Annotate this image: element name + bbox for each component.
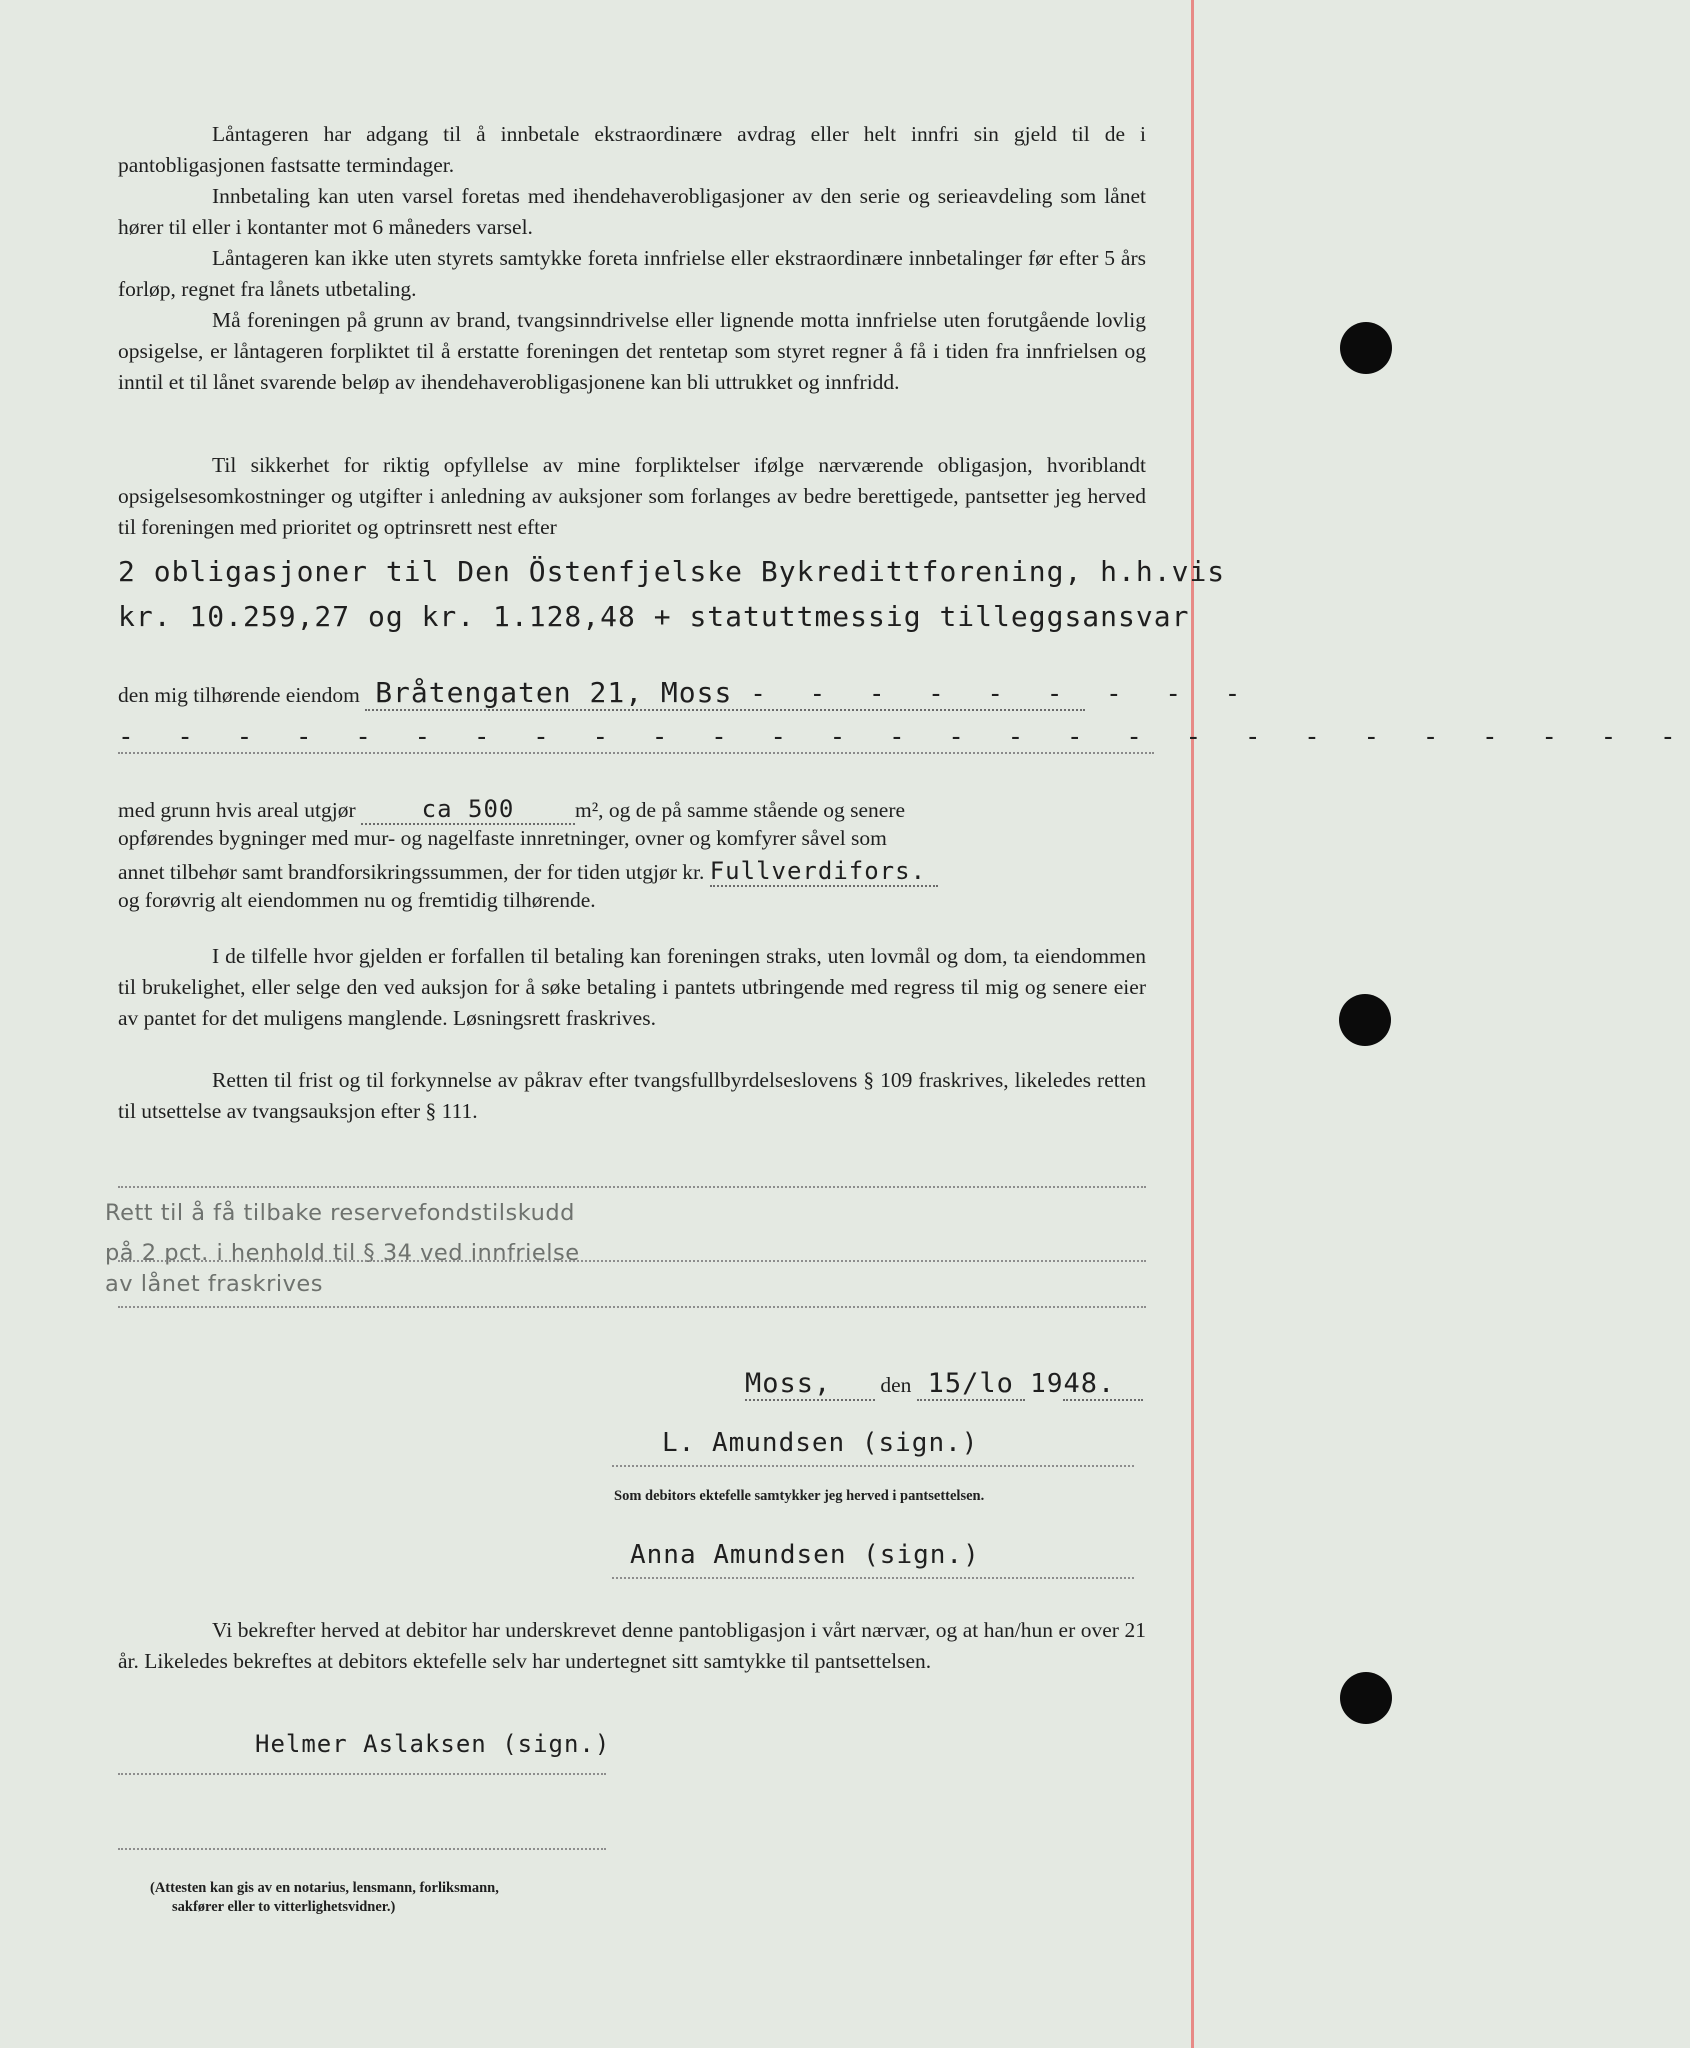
spouse-consent-text: Som debitors ektefelle samtykker jeg herved i pantsettelsen. (614, 1488, 985, 1504)
margin-rule (1191, 0, 1194, 2048)
punch-hole-middle (1339, 994, 1391, 1046)
paragraph-payment-notice-text: Innbetaling kan uten varsel foretas med ihendehaverobligasjoner av den serie og serieavdeling som lånet hører til eller i kontanter mot 6 måneders varsel. (118, 184, 1146, 239)
paragraph-prepayment-text: Låntageren har adgang til å innbetale ekstraordinære avdrag eller helt innfri sin gjeld til de i pantobligasjonen fastsatte termindager. (118, 122, 1146, 177)
paragraph-default (118, 941, 1146, 1034)
paragraph-consent-text: Låntageren kan ikke uten styrets samtykke foreta innfrielse eller ekstraordinære innbetalinger før efter 5 års forløp, regnet fra lånets utbetaling. (118, 246, 1146, 301)
paragraph-waiver (118, 1065, 1146, 1127)
typed-prior-line-2: kr. 10.259,27 og kr. 1.128,48 + statuttmessig tilleggsansvar (118, 600, 1190, 633)
insurance-field (710, 857, 938, 887)
area-line-2: opførendes bygninger med mur- og nagelfaste innretninger, ovner og komfyrer såvel som (118, 826, 887, 850)
paragraph-fire-clause-text: Må foreningen på grunn av brand, tvangsinndrivelse eller lignende motta innfrielse uten forutgående lovlig opsigelse, er låntageren forpliktet til å erstatte foreningen det rentetap som styret regner å få i tiden fra innfrielsen og inntil et til lånet svarende beløp av ihendehaverobligasjonene kan bli uttrukket og innfridd. (118, 308, 1146, 394)
paragraph-attestation (118, 1615, 1146, 1677)
witness-signature: Helmer Aslaksen (sign.) (255, 1730, 611, 1758)
property-value: Bråtengaten 21, Moss (375, 676, 733, 709)
paragraph-waiver-text: Retten til frist og til forkynnelse av påkrav efter tvangsfullbyrdelseslovens § 109 fraskrives, likeledes retten til utsettelse av tvangsauksjon efter § 111. (118, 1068, 1146, 1123)
stamp-line-2: på 2 pct. i henhold til § 34 ved innfrielse (105, 1240, 580, 1266)
paragraph-security (118, 450, 1146, 543)
punch-hole-top (1340, 322, 1392, 374)
stamp-line-3: av lånet fraskrives (105, 1271, 323, 1297)
property-dashes: - - - - - - - - - (750, 679, 1255, 709)
paragraph-attestation-text: Vi bekrefter herved at debitor har underskrevet denne pantobligasjon i vårt nærvær, og at han/hun er over 21 år. Likeledes bekreftes at debitors ektefelle selv har undertegnet sitt samtykke til pantsettelsen. (118, 1618, 1146, 1673)
debtor-signature: L. Amundsen (sign.) (662, 1428, 979, 1458)
typed-prior-line-1: 2 obligasjoner til Den Östenfjelske Bykredittforening, h.h.vis (118, 555, 1226, 588)
area-field (361, 795, 575, 825)
attest-note-line-1: (Attesten kan gis av en notarius, lensmann, forliksmann, (150, 1880, 499, 1896)
paragraph-prepayment (118, 119, 1146, 181)
property-dashes-2: - - - - - - - - - - - - - - - - - - - - - - - - - - - (118, 722, 1690, 752)
second-witness-line (118, 1848, 606, 1850)
property-field (365, 676, 1255, 711)
insurance-prefix: annet tilbehør samt brandforsikringssummen, der for tiden utgjør kr. (118, 860, 705, 884)
area-value: ca 500 (421, 795, 515, 823)
paragraph-consent (118, 243, 1146, 305)
paragraph-security-text: Til sikkerhet for riktig opfyllelse av mine forpliktelser ifølge nærværende obligasjon, hvoriblandt opsigelsesomkostninger og utgifter i anledning av auksjoner som forlanges av bedre berettigede, pantsetter jeg herved til foreningen med prioritet og optrinsrett nest efter (118, 453, 1146, 539)
punch-hole-bottom (1340, 1672, 1392, 1724)
stamp-rule-2 (118, 1260, 1146, 1262)
stamp-rule-3 (118, 1306, 1146, 1308)
paragraph-default-text: I de tilfelle hvor gjelden er forfallen til betaling kan foreningen straks, uten lovmål og dom, ta eiendommen til brukelighet, eller selge den ved auksjon for å søke betaling i pantets utbringende med regress til mig og senere eier av pantet for det muligens manglende. Løsningsrett fraskrives. (118, 944, 1146, 1030)
date-century: 19 (1030, 1369, 1064, 1399)
debtor-signature-line (612, 1465, 1134, 1467)
stamp-rule-1 (118, 1186, 1146, 1188)
property-continuation (118, 722, 1690, 754)
date-place: Moss, (745, 1368, 875, 1401)
date-row (745, 1368, 1143, 1401)
date-day: 15/lo (917, 1368, 1025, 1401)
spouse-signature-line (612, 1577, 1134, 1579)
property-label: den mig tilhørende eiendom (118, 683, 360, 707)
area-suffix: m², og de på samme stående og senere (575, 798, 906, 822)
date-year: 48. (1063, 1368, 1143, 1401)
paragraph-fire-clause (118, 305, 1146, 398)
witness-signature-line (118, 1773, 606, 1775)
stamp-line-1: Rett til å få tilbake reservefondstilskudd (105, 1200, 575, 1226)
attest-note-line-2: sakfører eller to vitterlighetsvidner.) (172, 1899, 396, 1915)
area-line-4: og forøvrig alt eiendommen nu og fremtidig tilhørende. (118, 888, 596, 912)
spouse-signature: Anna Amundsen (sign.) (630, 1540, 980, 1570)
date-den-label: den (880, 1373, 912, 1397)
area-prefix: med grunn hvis areal utgjør (118, 798, 356, 822)
area-line-3 (118, 857, 938, 887)
insurance-value: Fullverdifors. (709, 857, 927, 885)
area-row (118, 795, 905, 825)
paragraph-payment-notice (118, 181, 1146, 243)
property-row (118, 676, 1255, 711)
